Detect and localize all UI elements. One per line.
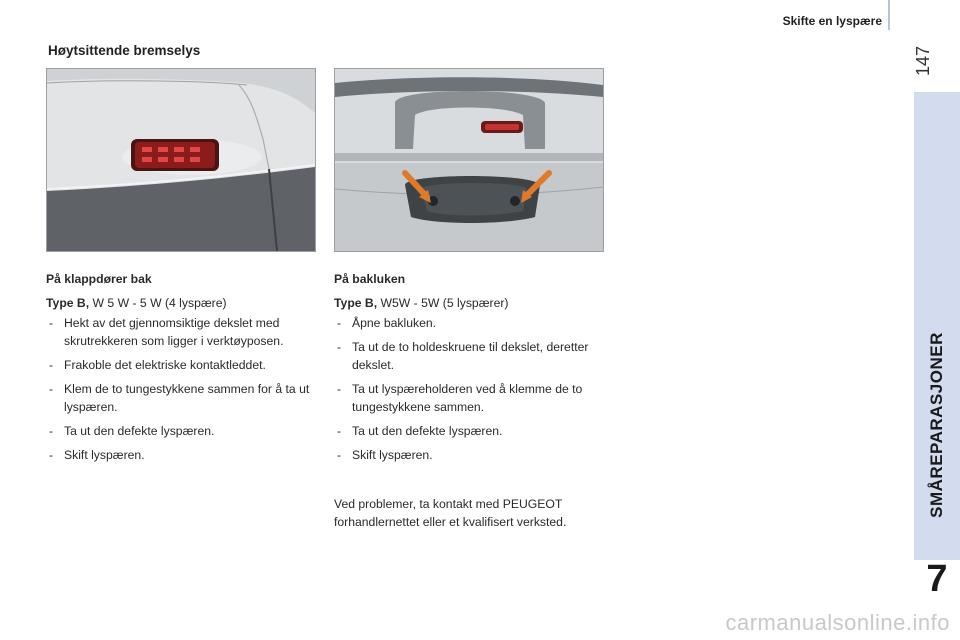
watermark-text: carmanualsonline.info <box>725 610 950 635</box>
rear-doors-brake-light-photo <box>46 68 316 252</box>
tailgate-bulb-type-label: Type B, <box>334 296 378 310</box>
tailgate-brake-light-photo <box>334 68 604 252</box>
rear-doors-illustration <box>47 69 315 251</box>
rear-doors-heading: På klappdører bak <box>46 272 152 286</box>
list-item: - Ta ut den defekte lyspæren. <box>46 422 314 440</box>
rear-doors-steps <box>46 314 314 464</box>
tailgate-instructions <box>334 270 602 470</box>
list-item: - Hekt av det gjennomsiktige dekslet med skrutrekkeren som ligger i verktøyposen. <box>46 314 314 350</box>
chapter-side-label <box>921 300 953 550</box>
rear-doors-bulb-type-value: W 5 W - 5 W (4 lyspære) <box>89 296 227 310</box>
list-item: - Ta ut lyspæreholderen ved å klemme de to tungestykkene sammen. <box>334 380 602 416</box>
list-item: - Ta ut den defekte lyspæren. <box>334 422 602 440</box>
section-title: Høytsittende bremselys <box>48 43 201 58</box>
list-item: - Klem de to tungestykkene sammen for å ta ut lyspæren. <box>46 380 314 416</box>
chapter-side-label-text: SMÅREPARASJONER <box>927 332 946 518</box>
rear-doors-bulb-type <box>46 294 314 312</box>
tailgate-bulb-type-value: W5W - 5W (5 lyspærer) <box>377 296 509 310</box>
header-rule <box>888 0 890 30</box>
service-note: Ved problemer, ta kontakt med PEUGEOT forhandlernettet eller et kvalifisert verksted. <box>334 497 567 529</box>
tailgate-bulb-type <box>334 294 602 312</box>
page-number: 147 <box>913 45 933 77</box>
rear-doors-bulb-type-label: Type B, <box>46 296 90 310</box>
tailgate-illustration <box>335 69 603 251</box>
chapter-header-title: Skifte en lyspære <box>782 14 882 28</box>
tailgate-heading: På bakluken <box>334 272 406 286</box>
list-item: - Frakoble det elektriske kontaktleddet. <box>46 356 314 374</box>
chapter-number: 7 <box>926 558 948 600</box>
list-item: - Skift lyspæren. <box>334 446 602 464</box>
rear-doors-instructions <box>46 270 314 470</box>
list-item: - Ta ut de to holdeskruene til dekslet, deretter dekslet. <box>334 338 602 374</box>
list-item: - Åpne bakluken. <box>334 314 602 332</box>
list-item: - Skift lyspæren. <box>46 446 314 464</box>
tailgate-steps <box>334 314 602 464</box>
